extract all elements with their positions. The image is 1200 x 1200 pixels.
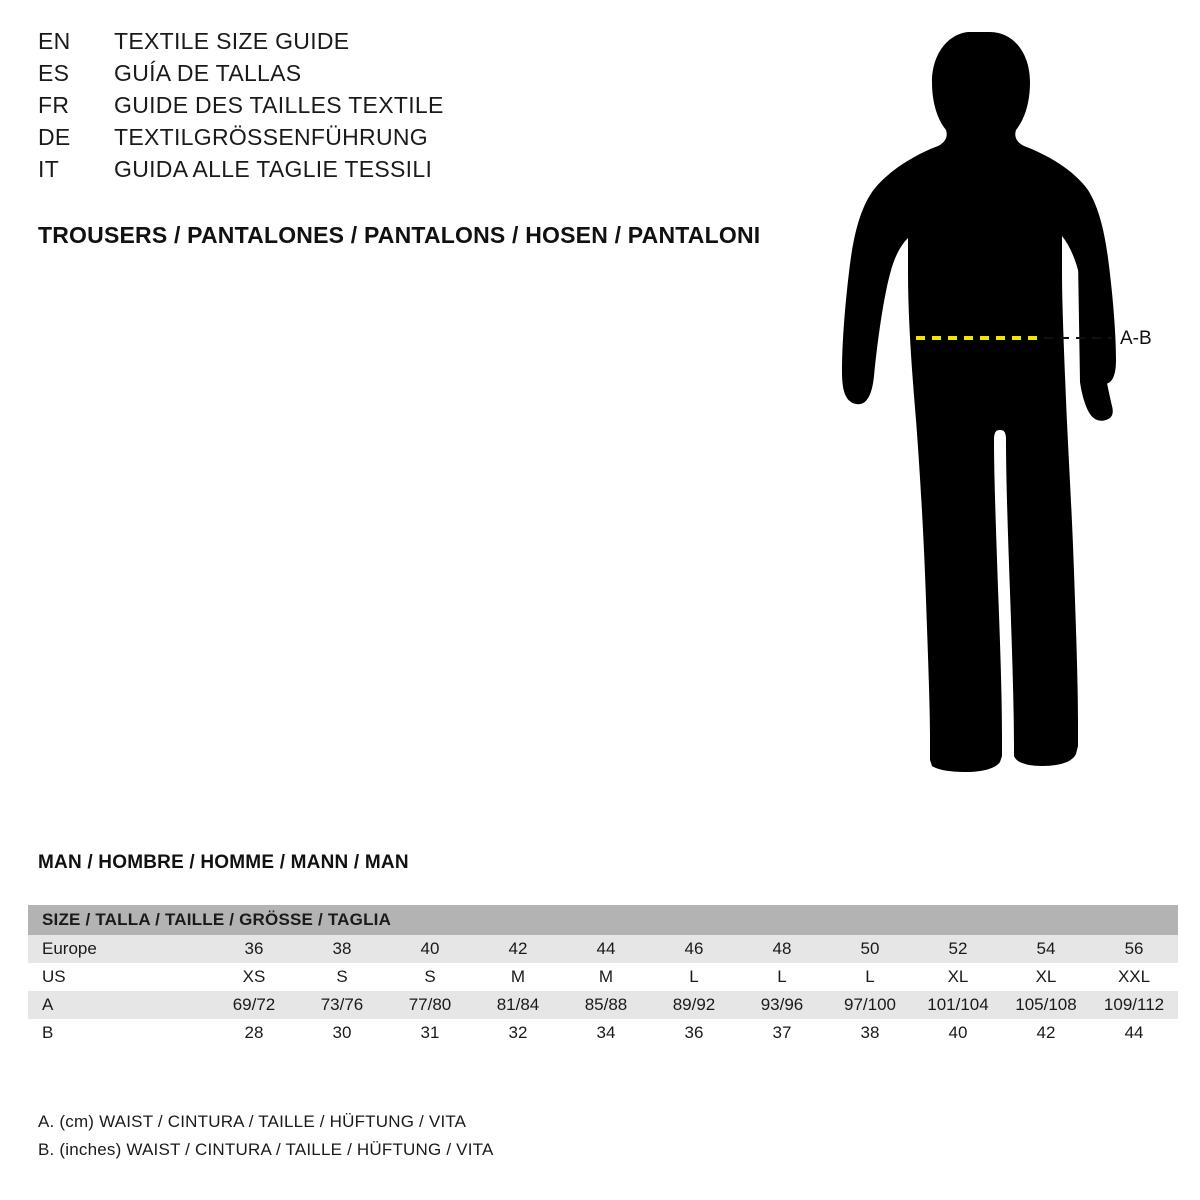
cell: 81/84 [474, 991, 562, 1019]
cell: XL [1002, 963, 1090, 991]
cell: 31 [386, 1019, 474, 1047]
cell: 32 [474, 1019, 562, 1047]
cell: L [738, 963, 826, 991]
cell: S [386, 963, 474, 991]
measure-label-ab: A-B [1120, 328, 1152, 349]
footnote-a: A. (cm) WAIST / CINTURA / TAILLE / HÜFTUNG / VITA [38, 1112, 467, 1131]
row-label-europe: Europe [28, 935, 210, 963]
cell: 46 [650, 935, 738, 963]
row-label-b: B [28, 1019, 210, 1047]
cell: 37 [738, 1019, 826, 1047]
cell: 40 [914, 1019, 1002, 1047]
language-code: FR [38, 92, 70, 118]
language-list [38, 28, 798, 188]
garment-title: TROUSERS / PANTALONES / PANTALONS / HOSEN / PANTALONI [38, 222, 761, 248]
cell: 85/88 [562, 991, 650, 1019]
language-text: GUIDE DES TAILLES TEXTILE [114, 92, 444, 118]
cell: 48 [738, 935, 826, 963]
cell: 54 [1002, 935, 1090, 963]
cell: 97/100 [826, 991, 914, 1019]
language-row-fr [38, 92, 798, 124]
footnote-b: B. (inches) WAIST / CINTURA / TAILLE / HÜFTUNG / VITA [38, 1140, 494, 1159]
cell: 69/72 [210, 991, 298, 1019]
language-code: ES [38, 60, 70, 86]
cell: L [650, 963, 738, 991]
man-silhouette-figure [820, 20, 1180, 810]
cell: 36 [650, 1019, 738, 1047]
silhouette-svg [820, 20, 1180, 810]
cell: 30 [298, 1019, 386, 1047]
cell: 28 [210, 1019, 298, 1047]
cell: 73/76 [298, 991, 386, 1019]
cell: 56 [1090, 935, 1178, 963]
cell: 109/112 [1090, 991, 1178, 1019]
row-label-us: US [28, 963, 210, 991]
cell: 38 [298, 935, 386, 963]
cell: 105/108 [1002, 991, 1090, 1019]
table-row [28, 991, 1178, 1019]
language-row-de [38, 124, 798, 156]
table-row [28, 1019, 1178, 1047]
cell: L [826, 963, 914, 991]
cell: 42 [474, 935, 562, 963]
cell: S [298, 963, 386, 991]
cell: 52 [914, 935, 1002, 963]
language-row-es [38, 60, 798, 92]
language-code: IT [38, 156, 60, 182]
language-code: DE [38, 124, 71, 150]
cell: 44 [1090, 1019, 1178, 1047]
row-label-a: A [28, 991, 210, 1019]
language-text: GUIDA ALLE TAGLIE TESSILI [114, 156, 433, 182]
table-header-row [28, 905, 1178, 935]
cell: 42 [1002, 1019, 1090, 1047]
cell: 50 [826, 935, 914, 963]
cell: 38 [826, 1019, 914, 1047]
cell: 77/80 [386, 991, 474, 1019]
cell: 93/96 [738, 991, 826, 1019]
cell: 40 [386, 935, 474, 963]
cell: 89/92 [650, 991, 738, 1019]
cell: 34 [562, 1019, 650, 1047]
language-text: TEXTILGRÖSSENFÜHRUNG [114, 124, 428, 150]
cell: XL [914, 963, 1002, 991]
size-table [28, 905, 1178, 1047]
cell: M [474, 963, 562, 991]
footnotes [38, 1108, 494, 1164]
cell: 101/104 [914, 991, 1002, 1019]
cell: 44 [562, 935, 650, 963]
language-text: GUÍA DE TALLAS [114, 60, 302, 86]
language-row-en [38, 28, 798, 60]
cell: M [562, 963, 650, 991]
table-row [28, 935, 1178, 963]
table-header-label: SIZE / TALLA / TAILLE / GRÖSSE / TAGLIA [28, 905, 1178, 935]
language-row-it [38, 156, 798, 188]
cell: 36 [210, 935, 298, 963]
gender-title: MAN / HOMBRE / HOMME / MANN / MAN [38, 852, 409, 873]
silhouette-shape [842, 32, 1116, 772]
language-code: EN [38, 28, 71, 54]
language-text: TEXTILE SIZE GUIDE [114, 28, 350, 54]
cell: XXL [1090, 963, 1178, 991]
table-row [28, 963, 1178, 991]
cell: XS [210, 963, 298, 991]
